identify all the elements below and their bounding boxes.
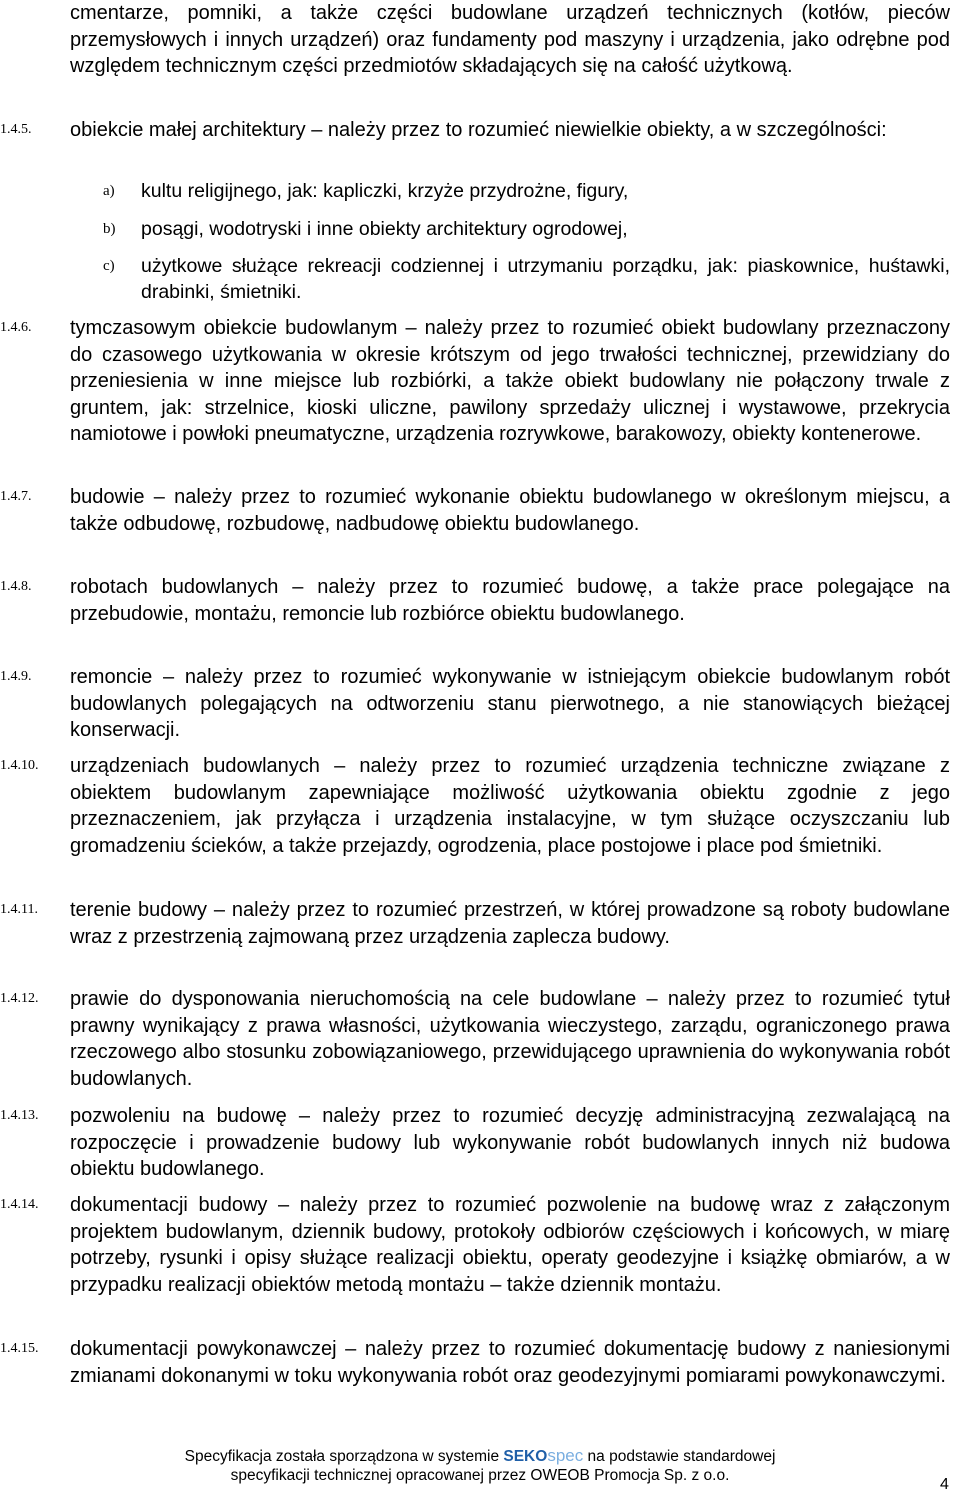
definition-text: pozwoleniu na budowę – należy przez to rozumieć decyzję administracyjną zezwalającą na rozpoczęcie i prowadzenie budowy lub wykonywanie robót budowlanych innych niż budowa obiektu budowlanego. [70,1105,950,1181]
definition-1-4-11 [0,897,960,950]
definition-1-4-15 [0,1336,960,1389]
section-number: 1.4.8. [0,579,32,594]
definition-1-4-10 [0,753,960,859]
sekospec-logo-seko: SEKO [503,1448,548,1465]
list-item-text: kultu religijnego, jak: kapliczki, krzyże przydrożne, figury, [141,180,629,202]
definition-text: prawie do dysponowania nieruchomością na cele budowlane – należy przez to rozumieć tytuł prawny wynikający z prawa własności, użytkowania wieczystego, zarządu, ograniczonego prawa rzeczowego albo stosunku zobowiązaniowego, przewidującego uprawnienia do wykonywania robót budowlanych. [70,988,950,1090]
footer-line-1 [0,1446,960,1466]
definition-text: obiekcie małej architektury – należy przez to rozumieć niewielkie obiekty, a w szczególności: [70,119,887,141]
definition-text: robotach budowlanych – należy przez to rozumieć budowę, a także prace polegające na przebudowie, montażu, remoncie lub rozbiórce obiektu budowlanego. [70,576,950,625]
section-number: 1.4.5. [0,122,32,137]
footer-text-after: na podstawie standardowej [583,1448,776,1465]
section-number: 1.4.6. [0,320,32,335]
list-item-text: użytkowe służące rekreacji codziennej i utrzymaniu porządku, jak: piaskownice, huśtawki, drabinki, śmietniki. [141,255,950,303]
footer-line-2: specyfikacji technicznej opracowanej przez OWEOB Promocja Sp. z o.o. [230,1467,730,1484]
section-number: 1.4.13. [0,1108,39,1123]
definition-1-4-7 [0,484,960,537]
list-item-c [0,253,960,305]
definition-text: urządzeniach budowlanych – należy przez to rozumieć urządzenia techniczne związane z obiektem budowlanym zapewniające możliwość użytkowania obiektu zgodnie z jego przeznaczeniem, jak przyłącza i urządzenia instalacyjne, w tym służące oczyszczaniu lub gromadzeniu ścieków, a także przejazdy, ogrodzenia, place postojowe i place pod śmietniki. [70,755,950,857]
definition-text: dokumentacji powykonawczej – należy przez to rozumieć dokumentację budowy z naniesionymi zmianami dokonanymi w toku wykonywania robót oraz geodezyjnymi pomiarami powykonawczymi. [70,1338,950,1387]
definition-1-4-8 [0,574,960,627]
section-number: 1.4.9. [0,669,32,684]
section-number: 1.4.15. [0,1341,39,1356]
page-footer [0,1446,960,1485]
definition-1-4-14 [0,1192,960,1298]
list-item-b [0,216,960,242]
section-number: 1.4.10. [0,758,39,773]
intro-text: cmentarze, pomniki, a także części budowlane urządzeń technicznych (kotłów, pieców przemysłowych i innych urządzeń) oraz fundamenty pod maszyny i urządzenia, jako odrębne pod względem technicznym części przedmiotów składających się na całość użytkową. [70,2,950,78]
list-item-a [0,178,960,204]
definition-1-4-13 [0,1103,960,1183]
definition-text: remoncie – należy przez to rozumieć wykonywanie w istniejącym obiekcie budowlanym robót budowlanych polegających na odtworzeniu stanu pierwotnego, a nie stanowiących bieżącej konserwacji. [70,666,950,742]
definition-text: dokumentacji budowy – należy przez to rozumieć pozwolenie na budowę wraz z załączonym projektem budowlanym, dziennik budowy, protokoły odbiorów częściowych i końcowych, w miarę potrzeby, rysunki i opisy służące realizacji obiektu, operaty geodezyjne i książkę obmiarów, a w przypadku realizacji obiektów metodą montażu – także dziennik montażu. [70,1194,950,1296]
section-number: 1.4.12. [0,991,39,1006]
list-marker: a) [103,183,115,199]
definition-1-4-5 [0,117,960,144]
list-marker: c) [103,258,115,274]
definition-1-4-6 [0,315,960,448]
page-number: 4 [940,1476,949,1493]
footer-text-before: Specyfikacja została sporządzona w systemie [184,1448,504,1465]
definition-1-4-12 [0,986,960,1092]
definition-1-4-9 [0,664,960,744]
definition-text: tymczasowym obiekcie budowlanym – należy przez to rozumieć obiekt budowlany przeznaczony do czasowego użytkowania w okresie krótszym od jego trwałości technicznej, przewidziany do przeniesienia w inne miejsce lub rozbiórki, a także obiekt budowlany nie połączony trwale z gruntem, jak: strzelnice, kioski uliczne, pawilony sprzedaży ulicznej i wystawowe, przekrycia namiotowe i powłoki pneumatyczne, urządzenia rozrywkowe, barakowozy, obiekty kontenerowe. [70,317,950,446]
definition-text: terenie budowy – należy przez to rozumieć przestrzeń, w której prowadzone są roboty budowlane wraz z przestrzenią zajmowaną przez urządzenia zaplecza budowy. [70,899,950,948]
list-marker: b) [103,221,116,237]
section-number: 1.4.14. [0,1197,39,1212]
definition-text: budowie – należy przez to rozumieć wykonanie obiektu budowlanego w określonym miejscu, a także odbudowę, rozbudowę, nadbudowę obiektu budowlanego. [70,486,950,535]
intro-paragraph [0,0,960,80]
section-number: 1.4.7. [0,489,32,504]
sekospec-logo-spec: spec [547,1446,584,1465]
section-number: 1.4.11. [0,902,38,917]
list-item-text: posągi, wodotryski i inne obiekty architektury ogrodowej, [141,218,628,240]
